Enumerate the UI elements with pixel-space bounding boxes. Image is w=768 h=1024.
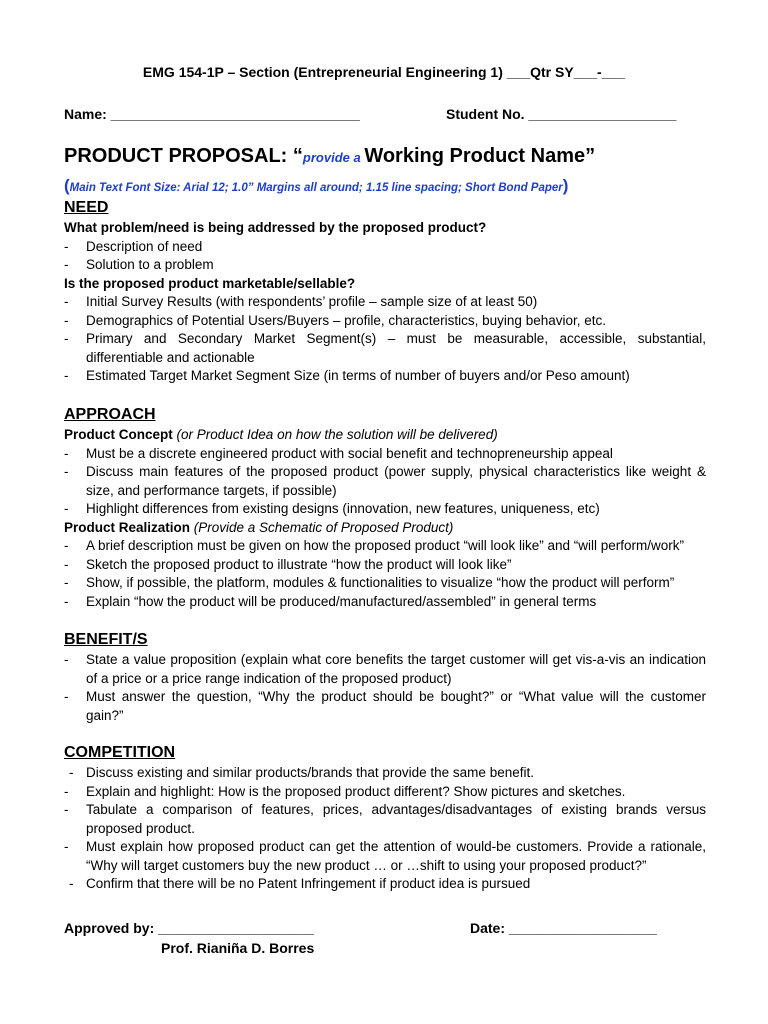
approval-block — [64, 920, 704, 956]
title-suffix: Working Product Name” — [364, 145, 596, 167]
title-hint: provide a — [302, 150, 365, 165]
benefits-section — [64, 630, 706, 725]
list-item: - State a value proposition (explain what core benefits the target customer will get vis-a-vis an indication of a price or a price range indication of the proposed product) — [64, 651, 706, 688]
benefits-list — [64, 651, 706, 725]
list-item: - Initial Survey Results (with respondents’ profile – sample size of at least 50) — [64, 293, 706, 312]
approved-by-label: Approved by: ____________________ — [64, 920, 314, 936]
list-item: - Must answer the question, “Why the product should be bought?” or “What value will the customer gain?” — [64, 688, 706, 725]
professor-name: Prof. Rianiña D. Borres — [161, 940, 315, 956]
note-text: Main Text Font Size: Arial 12; 1.0” Margins all around; 1.15 line spacing; Short Bond Paper — [69, 182, 563, 194]
realization-list — [64, 537, 706, 611]
list-item: - Must be a discrete engineered product with social benefit and technopreneurship appeal — [64, 445, 706, 464]
product-concept-note: (or Product Idea on how the solution will be delivered) — [172, 427, 498, 442]
competition-section — [64, 743, 706, 894]
need-list-1 — [64, 238, 706, 275]
list-item: - Demographics of Potential Users/Buyers – profile, characteristics, buying behavior, etc. — [64, 312, 706, 331]
product-realization-note: (Provide a Schematic of Proposed Product) — [190, 519, 454, 535]
note-open-paren: ( — [64, 176, 70, 195]
formatting-note — [64, 176, 568, 196]
product-concept-title: Product Concept — [64, 427, 173, 442]
list-item: - Discuss existing and similar products/brands that provide the same benefit. — [64, 764, 706, 783]
need-section — [64, 198, 706, 386]
list-item: - Solution to a problem — [64, 256, 706, 275]
competition-list — [64, 764, 706, 894]
concept-list — [64, 445, 706, 519]
need-question-2: Is the proposed product marketable/sellable? — [64, 275, 356, 291]
list-item: - Description of need — [64, 238, 706, 257]
list-item: - Explain “how the product will be produced/manufactured/assembled” in general terms — [64, 593, 706, 612]
list-item: - Estimated Target Market Segment Size (in terms of number of buyers and/or Peso amount) — [64, 367, 706, 386]
competition-heading: COMPETITION — [64, 744, 176, 761]
list-item: - Must explain how proposed product can get the attention of would-be customers. Provide a rationale, “Why will target customers buy the new product … or …shift to using your proposed product?” — [64, 838, 706, 875]
student-info-row — [64, 106, 704, 122]
list-item: - Confirm that there will be no Patent Infringement if product idea is pursued — [64, 875, 706, 894]
title-prefix: PRODUCT PROPOSAL: “ — [64, 145, 303, 167]
product-realization-title: Product Realization — [64, 519, 191, 535]
list-item: - Primary and Secondary Market Segment(s) – must be measurable, accessible, substantial, differentiable and actionable — [64, 330, 706, 367]
list-item: - Discuss main features of the proposed product (power supply, physical characteristics like weight & size, and performance targets, if possible) — [64, 463, 706, 500]
page-title — [64, 145, 595, 168]
student-number-field-label: Student No. ___________________ — [446, 106, 677, 122]
product-concept-label — [64, 426, 706, 445]
benefits-heading: BENEFIT/S — [64, 631, 148, 648]
product-realization-label — [64, 519, 706, 538]
course-header: EMG 154-1P – Section (Entrepreneurial Engineering 1) ___Qtr SY___-___ — [142, 64, 626, 80]
list-item: - Explain and highlight: How is the proposed product different? Show pictures and sketches. — [64, 783, 706, 802]
need-question-1: What problem/need is being addressed by the proposed product? — [64, 220, 487, 235]
need-list-2 — [64, 293, 706, 386]
list-item: - Show, if possible, the platform, modules & functionalities to visualize “how the product will perform” — [64, 574, 706, 593]
list-item: - Tabulate a comparison of features, prices, advantages/disadvantages of existing brands versus proposed product. — [64, 801, 706, 838]
list-item: - Highlight differences from existing designs (innovation, new features, uniqueness, etc) — [64, 500, 706, 519]
date-label: Date: ___________________ — [470, 920, 657, 936]
list-item: - A brief description must be given on how the proposed product “will look like” and “will perform/work” — [64, 537, 706, 556]
list-item: - Sketch the proposed product to illustrate “how the product will look like” — [64, 556, 706, 575]
approach-section — [64, 405, 706, 611]
note-close-paren: ) — [562, 176, 569, 195]
name-field-label: Name: ________________________________ — [64, 106, 360, 122]
need-heading: NEED — [64, 199, 109, 216]
approach-heading: APPROACH — [64, 406, 156, 423]
